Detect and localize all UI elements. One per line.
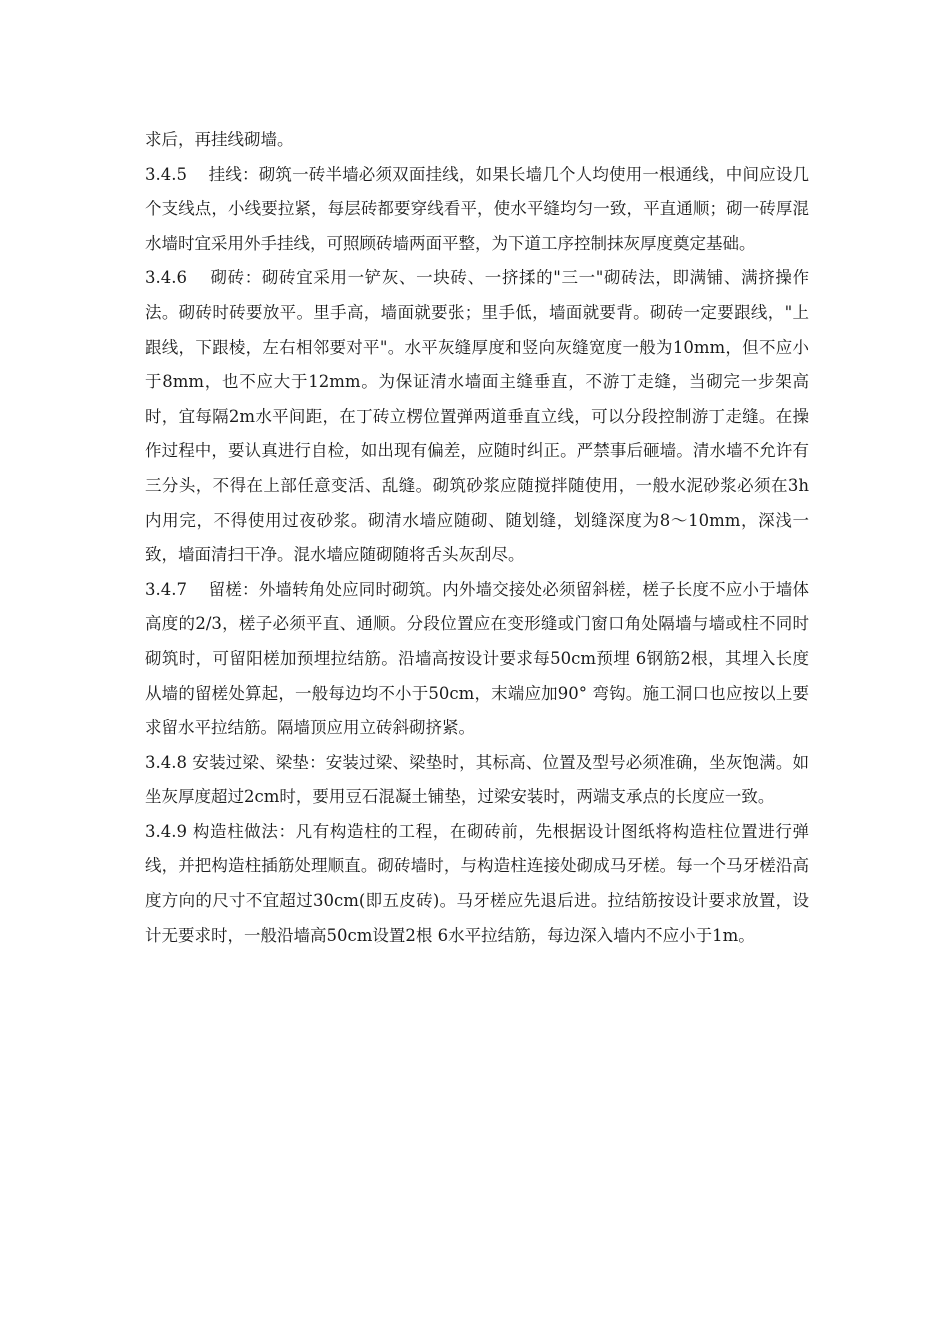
paragraph-continuation: 求后，再挂线砌墙。 (145, 130, 294, 149)
paragraph-3-4-5-hanging-line: 3.4.5 挂线：砌筑一砖半墙必须双面挂线，如果长墙几个人均使用一根通线，中间应设几个支线点，小线要拉紧，每层砖都要穿线看平，使水平缝均匀一致，平直通顺；砌一砖厚混水墙时宜采用外手挂线，可照顾砖墙两面平整，为下道工序控制抹灰厚度奠定基础。 (145, 164, 809, 253)
paragraph-3-4-8-lintel-install: 3.4.8 安装过梁、梁垫：安装过梁、梁垫时，其标高、位置及型号必须准确，坐灰饱满。如坐灰厚度超过2cm时，要用豆石混凝土铺垫，过梁安装时，两端支承点的长度应一致。 (145, 752, 809, 807)
paragraph-3-4-9-structural-column: 3.4.9 构造柱做法：凡有构造柱的工程，在砌砖前，先根据设计图纸将构造柱位置进行弹线，并把构造柱插筋处理顺直。砌砖墙时，与构造柱连接处砌成马牙槎。每一个马牙槎沿高度方向的尺寸不宜超过30cm(即五皮砖)。马牙槎应先退后进。拉结筋按设计要求放置，设计无要求时，一般沿墙高50cm设置2根 6水平拉结筋，每边深入墙内不应小于1m。 (145, 821, 809, 945)
paragraph-3-4-6-bricklaying: 3.4.6 砌砖：砌砖宜采用一铲灰、一块砖、一挤揉的"三一"砌砖法，即满铺、满挤操作法。砌砖时砖要放平。里手高，墙面就要张；里手低，墙面就要背。砌砖一定要跟线，"上跟线，下跟棱，左右相邻要对平"。水平灰缝厚度和竖向灰缝宽度一般为10mm，但不应小于8mm，也不应大于12mm。为保证清水墙面主缝垂直，不游丁走缝，当砌完一步架高时，宜每隔2m水平间距，在丁砖立楞位置弹两道垂直立线，可以分段控制游丁走缝。在操作过程中，要认真进行自检，如出现有偏差，应随时纠正。严禁事后砸墙。清水墙不允许有三分头，不得在上部任意变活、乱缝。砌筑砂浆应随搅拌随使用，一般水泥砂浆必须在3h内用完，不得使用过夜砂浆。砌清水墙应随砌、随划缝，划缝深度为8～10mm，深浅一致，墙面清扫干净。混水墙应随砌随将舌头灰刮尽。 (145, 268, 809, 565)
paragraph-3-4-7-toothing: 3.4.7 留槎：外墙转角处应同时砌筑。内外墙交接处必须留斜槎，槎子长度不应小于墙体高度的2/3，槎子必须平直、通顺。分段位置应在变形缝或门窗口角处隔墙与墙或柱不同时砌筑时，可留阳槎加预埋拉结筋。沿墙高按设计要求每50cm预埋 6钢筋2根，其埋入长度从墙的留槎处算起，一般每边均不小于50cm，末端应加90° 弯钩。施工洞口也应按以上要求留水平拉结筋。隔墙顶应用立砖斜砌挤紧。 (145, 579, 809, 738)
document-body (145, 123, 809, 953)
